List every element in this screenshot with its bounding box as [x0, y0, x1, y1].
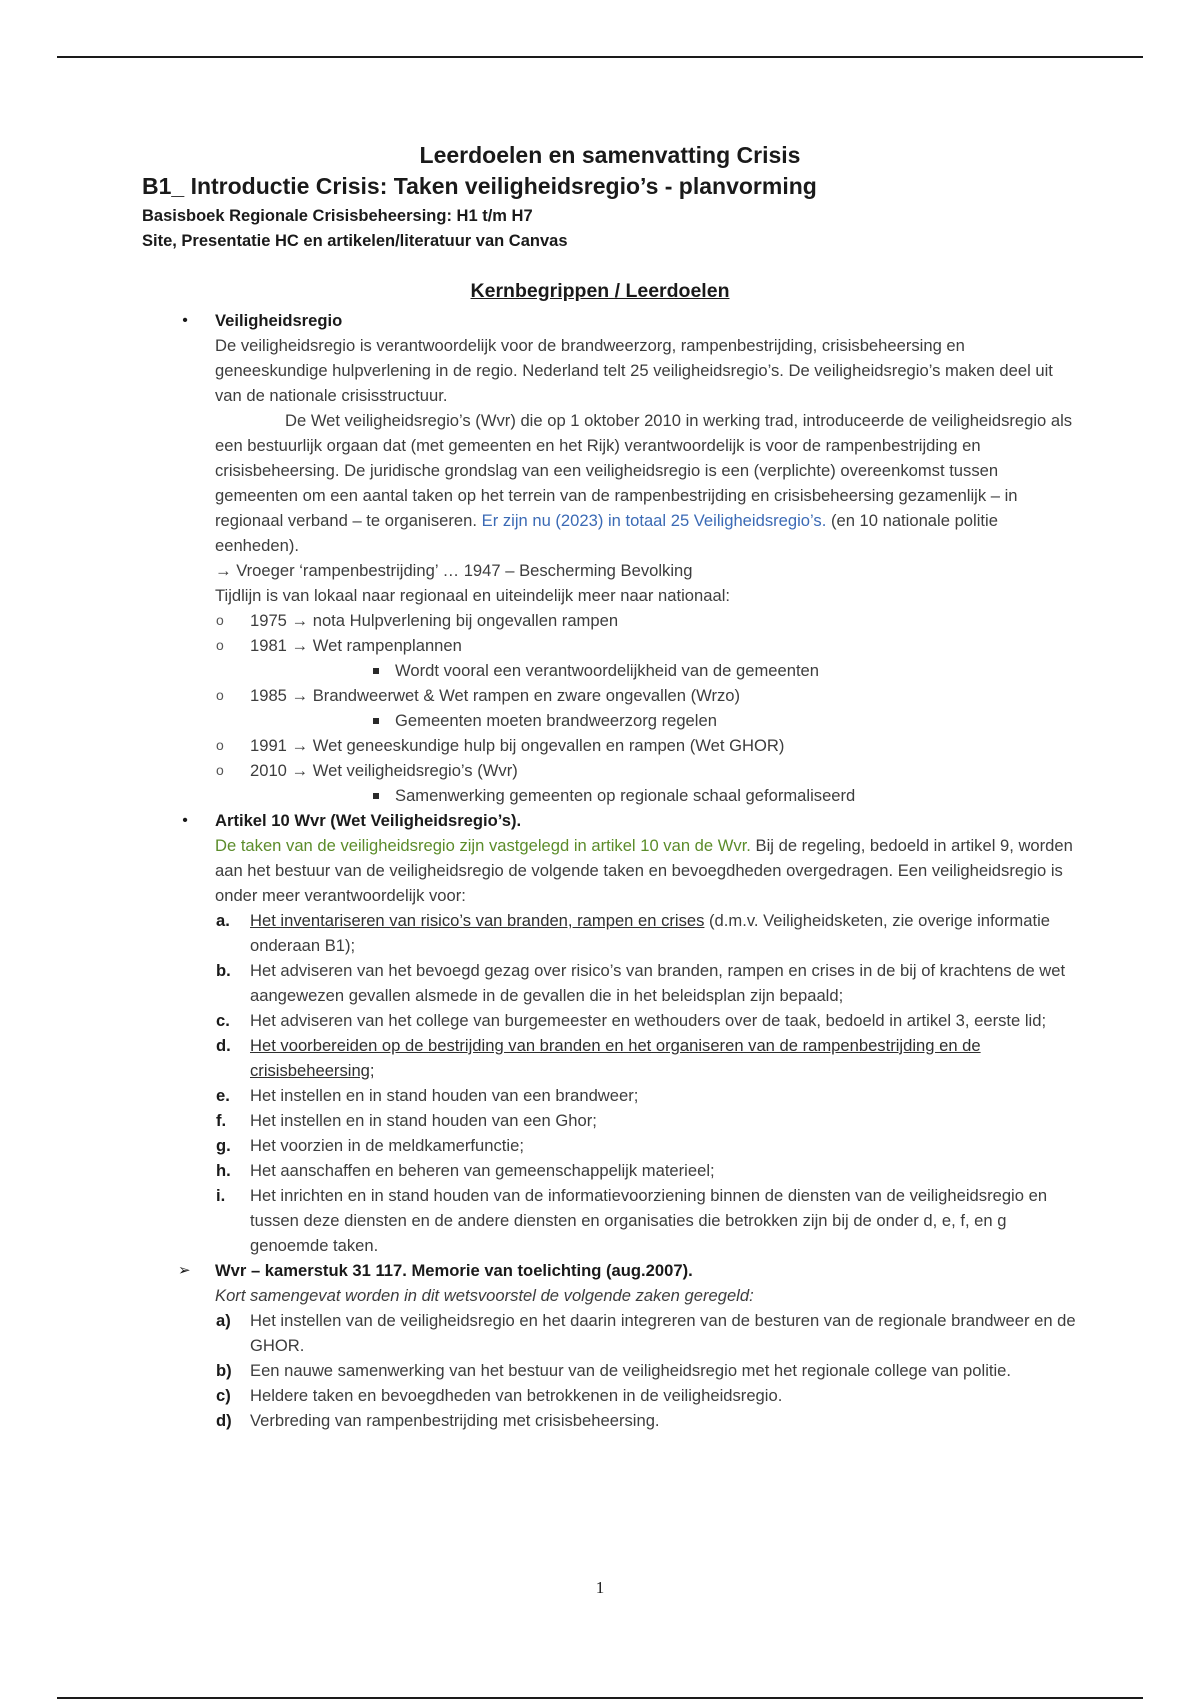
- list-marker: a): [216, 1311, 231, 1330]
- square-bullet-icon: [373, 668, 379, 674]
- square-bullet-icon: [373, 718, 379, 724]
- list-marker: e.: [216, 1086, 230, 1105]
- underlined-text: Het voorbereiden op de bestrijding van branden en het organiseren van de rampenbestrijding en de crisisbeheersing;: [250, 1036, 981, 1080]
- underlined-text: Het inventariseren van risico’s van branden, rampen en crises: [250, 911, 705, 930]
- list-marker: a.: [216, 911, 230, 930]
- list-item: [178, 1408, 1078, 1433]
- list-item: [178, 633, 1078, 658]
- list-marker: f.: [216, 1111, 227, 1130]
- list-marker: d): [216, 1411, 232, 1430]
- list-marker: c.: [216, 1011, 230, 1030]
- paragraph-text: Bij de regeling, bedoeld in artikel 9, worden aan het bestuur van de veiligheidsregio de volgende taken en bevoegdheden overgedragen. Een veiligheidsregio is onder meer verantwoordelijk voor:: [215, 836, 1073, 905]
- bullet-title: Artikel 10 Wvr (Wet Veiligheidsregio’s).: [215, 811, 522, 830]
- list-item-text: Het voorzien in de meldkamerfunctie;: [250, 1136, 524, 1155]
- list-item: [178, 733, 1078, 758]
- sub-list-item: [178, 658, 1078, 683]
- paragraph: [215, 408, 1078, 558]
- square-bullet-icon: [373, 793, 379, 799]
- list-item-text: (d.m.v. Veiligheidsketen, zie overige informatie onderaan B1);: [250, 911, 1050, 955]
- list-item-text: 1985 → Brandweerwet & Wet rampen en zware ongevallen (Wrzo): [250, 686, 741, 705]
- list-marker: o: [216, 737, 224, 753]
- list-marker: o: [216, 762, 224, 778]
- document-header: [0, 142, 1200, 254]
- list-item-text: Heldere taken en bevoegdheden van betrokkenen in de veiligheidsregio.: [250, 1386, 783, 1405]
- list-item-text: Het inrichten en in stand houden van de informatievoorziening binnen de diensten van de veiligheidsregio en tussen deze diensten en de andere diensten en organisaties die betrokken zijn bij de onder d, e, f, en g genoemde taken.: [250, 1186, 1048, 1255]
- list-item: [178, 908, 1078, 958]
- paragraph: Tijdlijn is van lokaal naar regionaal en uiteindelijk meer naar nationaal:: [215, 586, 731, 605]
- list-item-text: Het adviseren van het college van burgemeester en wethouders over de taak, bedoeld in artikel 3, eerste lid;: [250, 1011, 1047, 1030]
- list-item-text: 2010 → Wet veiligheidsregio’s (Wvr): [250, 761, 518, 780]
- paragraph: → Vroeger ‘rampenbestrijding’ … 1947 – Bescherming Bevolking: [215, 561, 693, 580]
- list-item: [178, 958, 1078, 1008]
- list-item: [178, 1183, 1078, 1258]
- list-item-text: Het instellen van de veiligheidsregio en het daarin integreren van de besturen van de regionale brandweer en de GHOR.: [250, 1311, 1076, 1355]
- list-marker: i.: [216, 1186, 226, 1205]
- list-item: [178, 1308, 1078, 1358]
- list-item-text: 1975 → nota Hulpverlening bij ongevallen rampen: [250, 611, 619, 630]
- list-item-text: 1981 → Wet rampenplannen: [250, 636, 462, 655]
- document-body: [178, 308, 1078, 1433]
- bullet-artikel-10: [178, 808, 1078, 908]
- list-marker: o: [216, 637, 224, 653]
- list-item: [178, 1083, 1078, 1108]
- taken-list: [178, 908, 1078, 1258]
- list-item-text: Een nauwe samenwerking van het bestuur van de veiligheidsregio met het regionale college van politie.: [250, 1361, 1012, 1380]
- sub-list-item-text: Gemeenten moeten brandweerzorg regelen: [395, 711, 717, 730]
- list-marker: b.: [216, 961, 231, 980]
- highlight-text: Er zijn nu (2023) in totaal 25 Veiligheidsregio’s.: [481, 511, 827, 530]
- page-number: 1: [595, 1578, 605, 1597]
- sub-list-item-text: Wordt vooral een verantwoordelijkheid van de gemeenten: [395, 661, 820, 680]
- bullet-title: Veiligheidsregio: [215, 311, 343, 330]
- footer-rule: [57, 1697, 1143, 1699]
- sub-list-item: [178, 783, 1078, 808]
- memorie-list: [178, 1308, 1078, 1433]
- paragraph: Kort samengevat worden in dit wetsvoorstel de volgende zaken geregeld:: [215, 1286, 754, 1305]
- sub-list-item: [178, 708, 1078, 733]
- list-marker: o: [216, 612, 224, 628]
- list-item: [178, 683, 1078, 708]
- highlight-text: De taken van de veiligheidsregio zijn vastgelegd in artikel 10 van de Wvr.: [215, 836, 751, 855]
- arrow-bullet-icon: ➢: [178, 1262, 191, 1279]
- list-item: [178, 1158, 1078, 1183]
- document-subtitle: B1_ Introductie Crisis: Taken veiligheidsregio’s - planvorming: [142, 173, 817, 199]
- section-heading: Kernbegrippen / Leerdoelen: [470, 280, 730, 302]
- list-item: [178, 1008, 1078, 1033]
- bullet-memorie: [178, 1258, 1078, 1308]
- header-rule: [57, 56, 1143, 58]
- paragraph-text: De Wet veiligheidsregio’s (Wvr) die op 1 oktober 2010 in werking trad, introduceerde de veiligheidsregio als een bestuurlijk orgaan dat (met gemeenten en het Rijk) verantwoordelijk is voor de rampenbestrijding en crisisbeheersing. De juridische grondslag van een veiligheidsregio is een (verplichte) overeenkomst tussen gemeenten om een aantal taken op het terrein van de rampenbestrijding en crisisbeheersing gezamenlijk – in regionaal verband – te organiseren.: [215, 411, 1073, 530]
- list-item-text: Het aanschaffen en beheren van gemeenschappelijk materieel;: [250, 1161, 715, 1180]
- timeline-list: [178, 608, 1078, 808]
- bullet-title: Wvr – kamerstuk 31 117. Memorie van toelichting (aug.2007).: [215, 1261, 693, 1280]
- list-item-text: Het instellen en in stand houden van een Ghor;: [250, 1111, 597, 1130]
- list-marker: g.: [216, 1136, 231, 1155]
- list-marker: c): [216, 1386, 231, 1405]
- sub-list-item-text: Samenwerking gemeenten op regionale schaal geformaliseerd: [395, 786, 856, 805]
- paragraph: [215, 833, 1078, 908]
- list-item: [178, 1358, 1078, 1383]
- list-item: [178, 608, 1078, 633]
- bullet-veiligheidsregio: [178, 308, 1078, 608]
- list-item: [178, 1108, 1078, 1133]
- bullet-marker: •: [182, 812, 188, 829]
- bullet-marker: •: [182, 312, 188, 329]
- paragraph-text: (en 10 nationale politie eenheden).: [215, 511, 998, 555]
- list-marker: d.: [216, 1036, 231, 1055]
- source-line-1: Basisboek Regionale Crisisbeheersing: H1 t/m H7: [142, 207, 533, 225]
- list-item-text: 1991 → Wet geneeskundige hulp bij ongevallen en rampen (Wet GHOR): [250, 736, 785, 755]
- list-item-text: Het adviseren van het bevoegd gezag over risico’s van branden, rampen en crises in de bij of krachtens de wet aangewezen gevallen alsmede in de gevallen die in het beleidsplan zijn bepaald;: [250, 961, 1066, 1005]
- list-marker: o: [216, 687, 224, 703]
- list-marker: h.: [216, 1161, 231, 1180]
- paragraph: De veiligheidsregio is verantwoordelijk voor de brandweerzorg, rampenbestrijding, crisisbeheersing en geneeskundige hulpverlening in de regio. Nederland telt 25 veiligheidsregio’s. De veiligheidsregio’s maken deel uit van de nationale crisisstructuur.: [215, 336, 1053, 405]
- list-item-text: Verbreding van rampenbestrijding met crisisbeheersing.: [250, 1411, 660, 1430]
- list-item: [178, 1133, 1078, 1158]
- document-title: Leerdoelen en samenvatting Crisis: [419, 142, 801, 168]
- source-line-2: Site, Presentatie HC en artikelen/literatuur van Canvas: [142, 232, 568, 250]
- list-marker: b): [216, 1361, 232, 1380]
- list-item: [178, 758, 1078, 783]
- list-item: [178, 1383, 1078, 1408]
- list-item-text: Het instellen en in stand houden van een brandweer;: [250, 1086, 639, 1105]
- list-item: [178, 1033, 1078, 1083]
